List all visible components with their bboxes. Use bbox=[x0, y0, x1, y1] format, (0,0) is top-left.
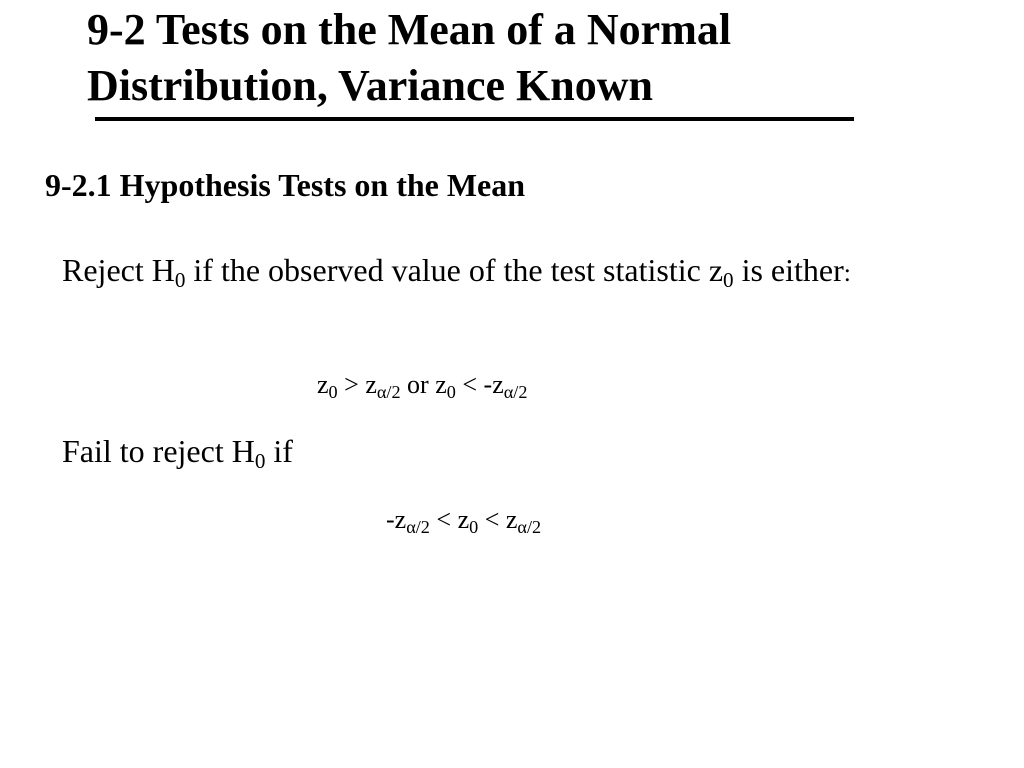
reject-text-start: Reject H bbox=[62, 252, 175, 288]
f1-neg-alpha-sub: α/2 bbox=[503, 382, 528, 403]
f1-z-alpha: z bbox=[365, 370, 377, 399]
f1-z2: z bbox=[435, 370, 447, 399]
f2-lt1: < bbox=[429, 505, 458, 534]
reject-text-end: is either bbox=[733, 252, 844, 288]
f1-alpha-sub: α/2 bbox=[376, 382, 401, 403]
reject-region-formula bbox=[317, 368, 527, 402]
f2-lt2: < bbox=[478, 505, 506, 534]
f1-lt: < bbox=[455, 370, 484, 399]
fail-region-formula bbox=[386, 503, 541, 537]
f2-z-sub: 0 bbox=[469, 517, 479, 538]
fail-h-subscript: 0 bbox=[254, 448, 266, 473]
title-underline bbox=[95, 117, 854, 121]
f1-z: z bbox=[317, 370, 329, 399]
section-heading: 9-2.1 Hypothesis Tests on the Mean bbox=[45, 167, 526, 203]
fail-text-start: Fail to reject H bbox=[62, 433, 255, 469]
f1-gt: > bbox=[337, 370, 366, 399]
reject-text-middle: if the observed value of the test statistic z bbox=[185, 252, 724, 288]
f2-neg-z-alpha: -z bbox=[386, 505, 407, 534]
title-line-1: 9-2 Tests on the Mean of a Normal bbox=[87, 5, 732, 54]
reject-rule-text bbox=[62, 246, 962, 297]
f2-z-alpha: z bbox=[505, 505, 518, 534]
reject-colon: : bbox=[843, 258, 851, 287]
slide-title bbox=[87, 2, 927, 114]
title-line-2: Distribution, Variance Known bbox=[87, 61, 653, 110]
h-subscript: 0 bbox=[174, 267, 186, 292]
f2-neg-alpha-sub: α/2 bbox=[406, 517, 430, 538]
fail-rule-text bbox=[62, 427, 662, 475]
f1-z2-sub: 0 bbox=[446, 382, 456, 403]
f1-neg-z-alpha: -z bbox=[483, 370, 504, 399]
fail-text-end: if bbox=[265, 433, 293, 469]
f1-z-sub: 0 bbox=[328, 382, 338, 403]
z-subscript: 0 bbox=[723, 267, 734, 292]
f2-z: z bbox=[457, 505, 470, 534]
f2-alpha-sub: α/2 bbox=[517, 517, 542, 538]
f1-or: or bbox=[400, 370, 436, 399]
